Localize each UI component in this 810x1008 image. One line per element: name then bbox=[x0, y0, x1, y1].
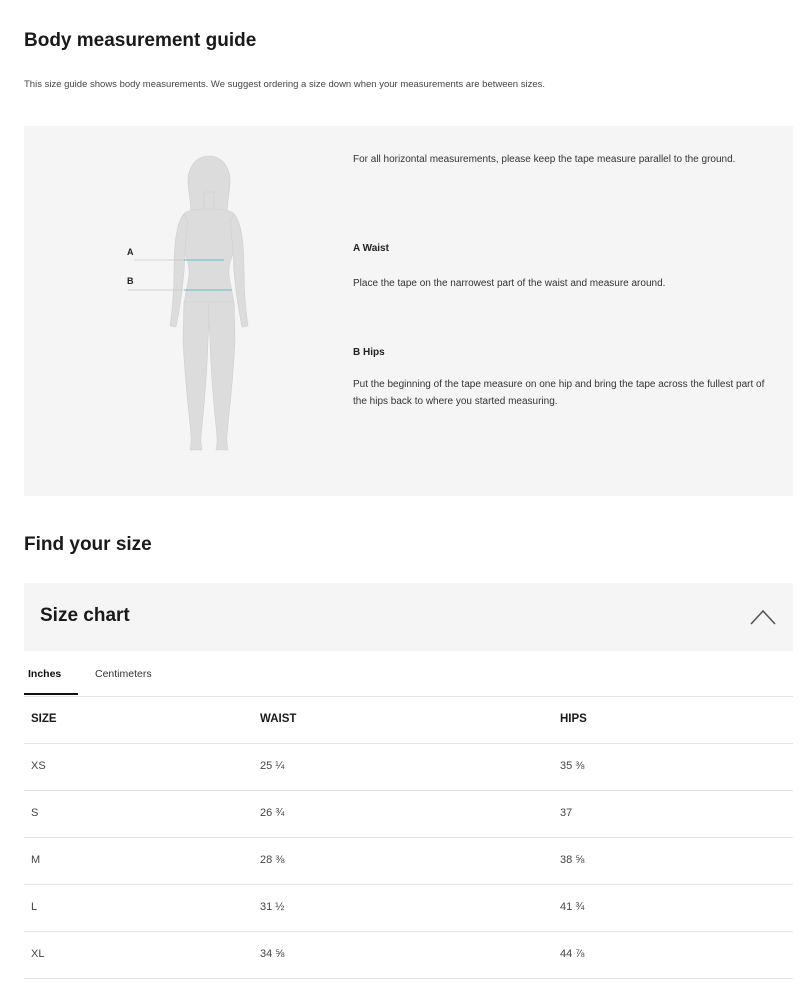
waist-cell: 25 ¼ bbox=[260, 760, 285, 772]
body-silhouette-icon bbox=[24, 126, 354, 496]
column-header-size: SIZE bbox=[31, 713, 57, 725]
table-row bbox=[24, 744, 793, 791]
waist-instructions: Place the tape on the narrowest part of the waist and measure around. bbox=[353, 278, 666, 289]
tab-inches[interactable]: Inches bbox=[24, 668, 78, 695]
guide-intro-text: For all horizontal measurements, please keep the tape measure parallel to the ground. bbox=[353, 154, 736, 165]
waist-cell: 26 ¾ bbox=[260, 807, 285, 819]
column-header-hips: HIPS bbox=[560, 713, 587, 725]
table-row bbox=[24, 932, 793, 979]
size-cell: M bbox=[31, 854, 41, 866]
table-header-row bbox=[24, 697, 793, 744]
measurement-guide-panel bbox=[24, 126, 793, 496]
size-cell: XL bbox=[31, 948, 45, 960]
size-cell: S bbox=[31, 807, 39, 819]
hips-cell: 38 ⅝ bbox=[560, 854, 585, 866]
guide-subtitle: This size guide shows body measurements. We suggest ordering a size down when your measurements are between sizes. bbox=[24, 79, 546, 90]
column-header-waist: WAIST bbox=[260, 713, 297, 725]
waist-cell: 34 ⅝ bbox=[260, 948, 285, 960]
figure-label-b: B bbox=[127, 276, 134, 286]
figure-label-a: A bbox=[127, 247, 134, 257]
find-size-title: Find your size bbox=[24, 534, 152, 555]
waist-cell: 28 ⅜ bbox=[260, 854, 285, 866]
hips-cell: 41 ¾ bbox=[560, 901, 585, 913]
page-title: Body measurement guide bbox=[24, 30, 257, 51]
hips-cell: 44 ⅞ bbox=[560, 948, 585, 960]
size-cell: L bbox=[31, 901, 38, 913]
table-row bbox=[24, 838, 793, 885]
waist-cell: 31 ½ bbox=[260, 901, 285, 913]
hips-cell: 37 bbox=[560, 807, 573, 819]
size-table bbox=[24, 697, 793, 979]
table-row bbox=[24, 791, 793, 838]
size-chart-title: Size chart bbox=[40, 605, 130, 626]
body-figure bbox=[24, 126, 354, 496]
waist-heading: A Waist bbox=[353, 243, 389, 254]
chevron-up-icon[interactable] bbox=[749, 607, 777, 627]
table-row bbox=[24, 885, 793, 932]
hips-heading: B Hips bbox=[353, 347, 385, 358]
hips-cell: 35 ⅜ bbox=[560, 760, 585, 772]
unit-tabs bbox=[24, 663, 793, 697]
size-cell: XS bbox=[31, 760, 46, 772]
tab-centimeters[interactable]: Centimeters bbox=[95, 668, 152, 680]
size-chart-header[interactable] bbox=[24, 583, 793, 651]
hips-instructions: Put the beginning of the tape measure on one hip and bring the tape across the fullest part of the hips back to where you started measuring. bbox=[353, 379, 765, 407]
